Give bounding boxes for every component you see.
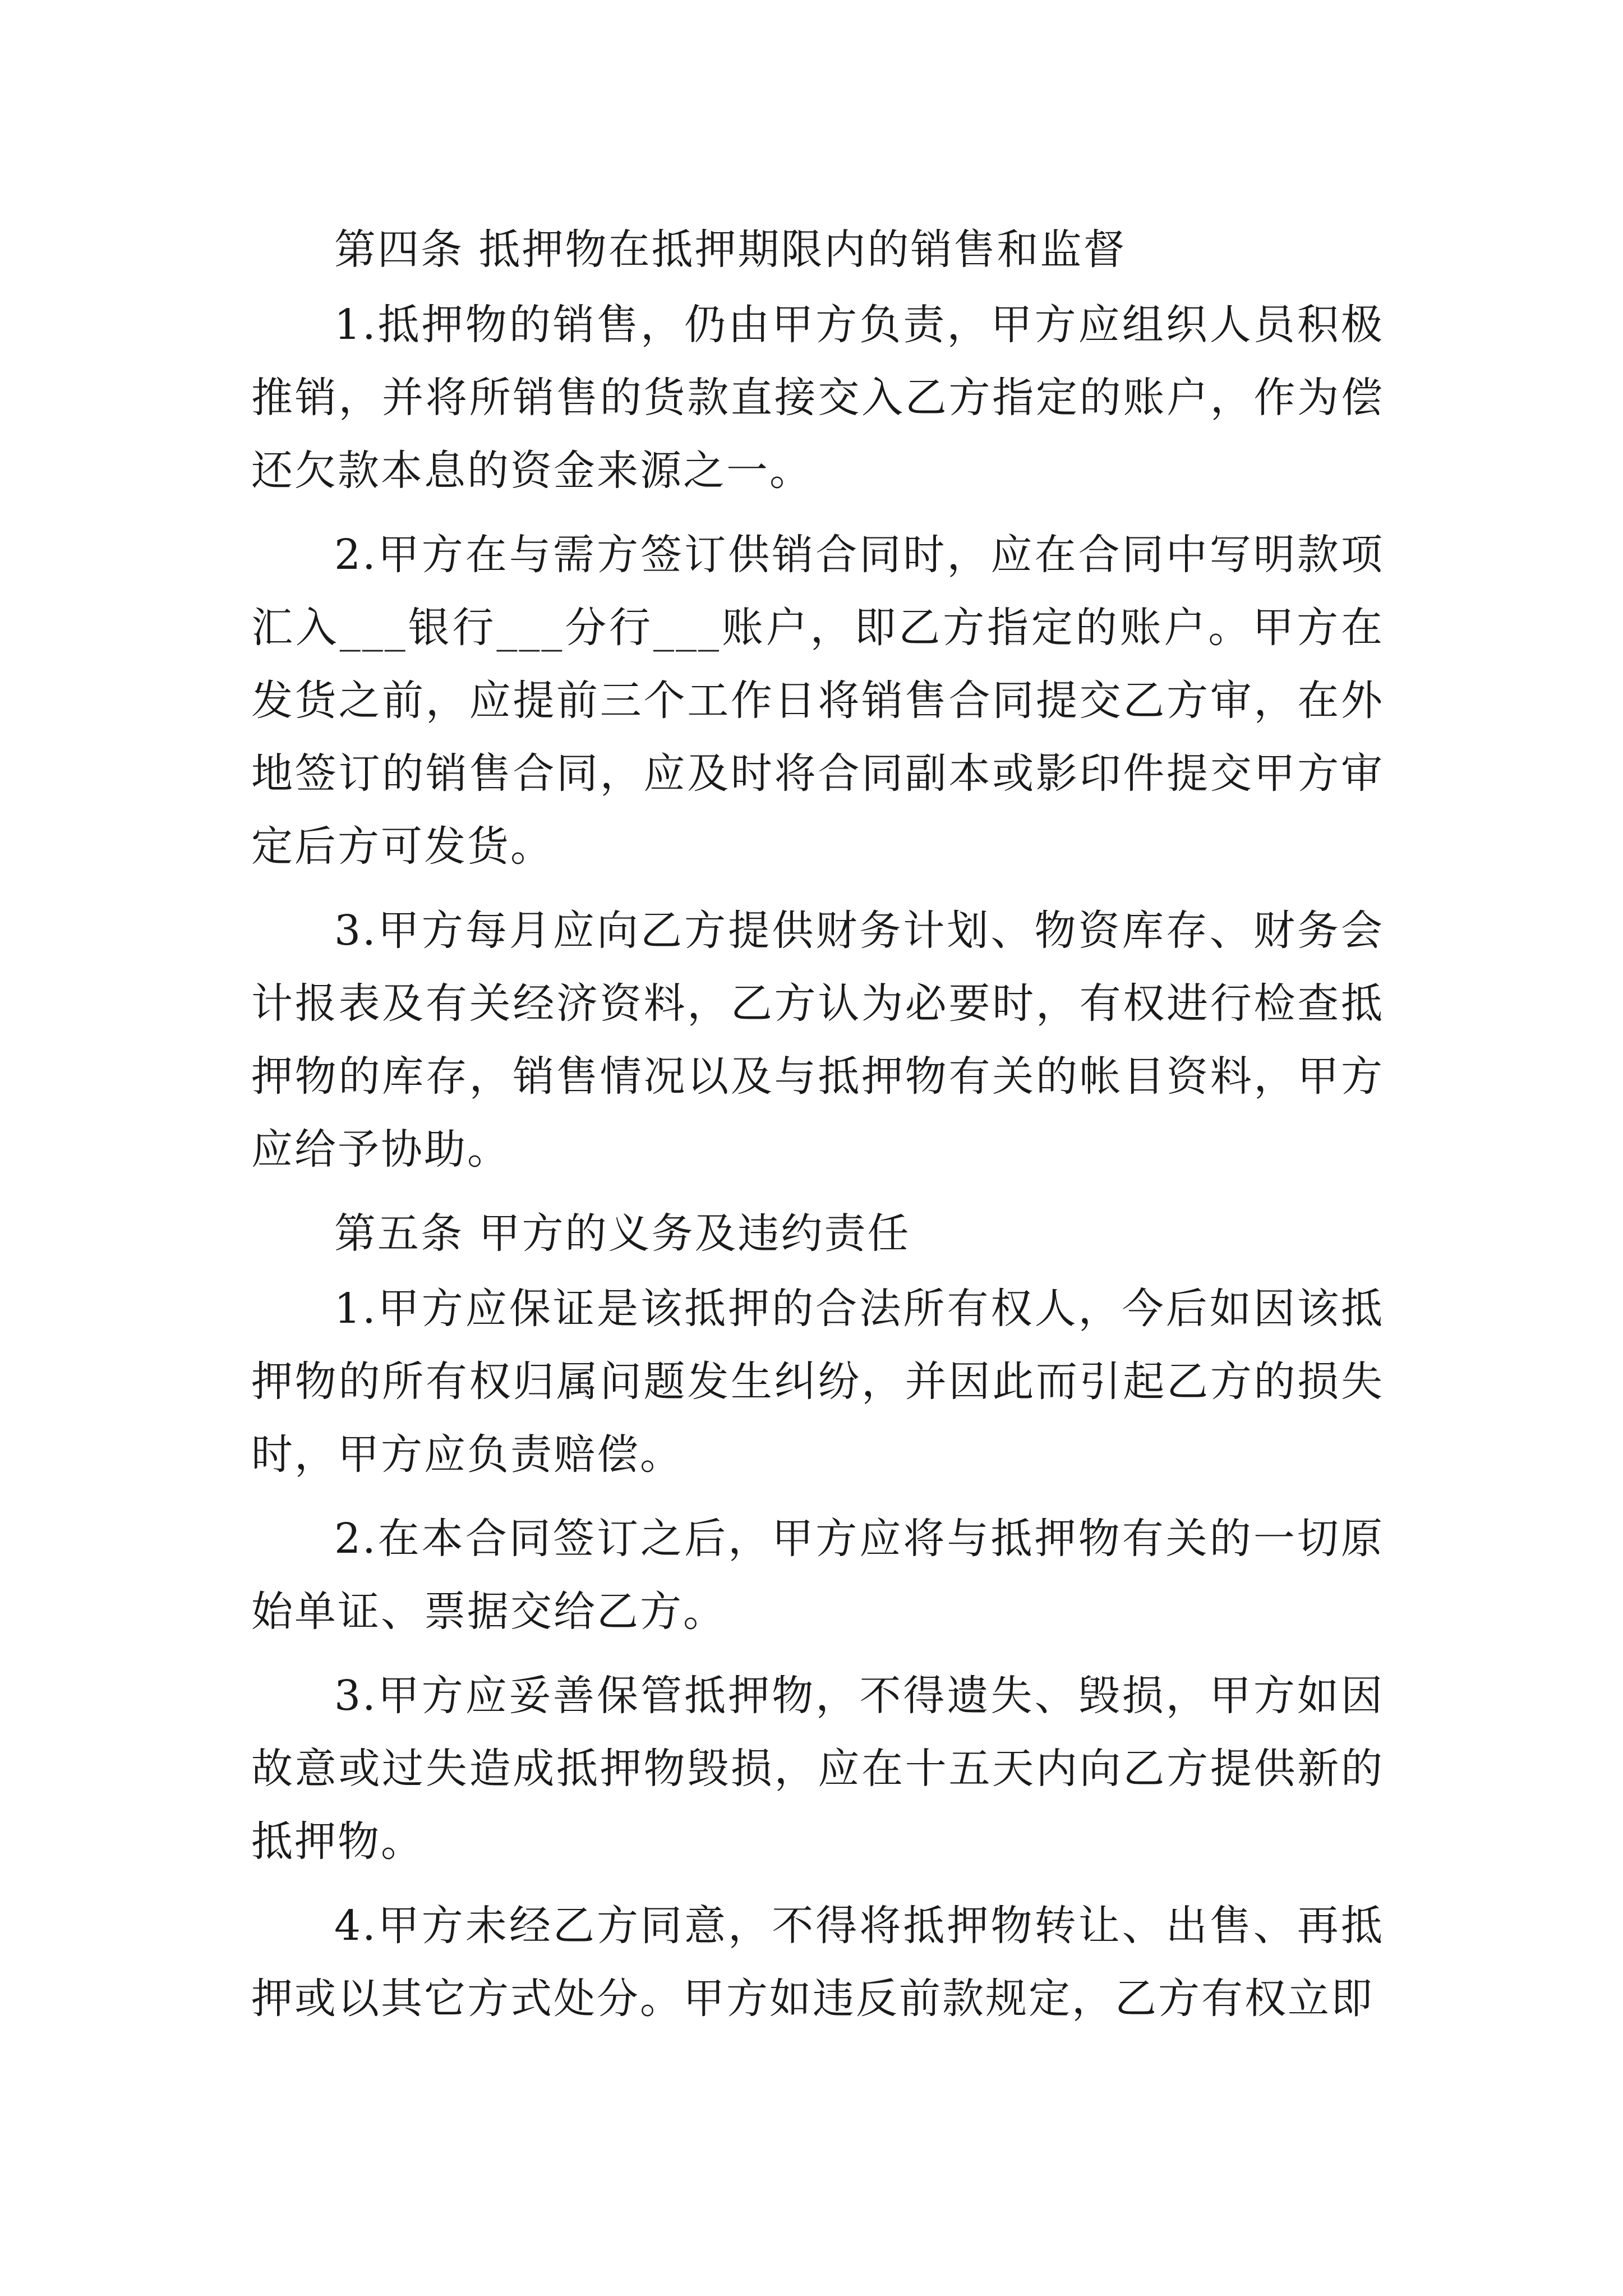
article-4-clause-2: 2.甲方在与需方签订供销合同时，应在合同中写明款项汇入___银行___分行___账户，即乙方指定的账户。甲方在发货之前，应提前三个工作日将销售合同提交乙方审，在外地签订的销售合同，应及时将合同副本或影印件提交甲方审定后方可发货。: [251, 531, 1384, 871]
article-5-clause-4: 4.甲方未经乙方同意，不得将抵押物转让、出售、再抵押或以其它方式处分。甲方如违反前款规定，乙方有权立即: [251, 1902, 1384, 2023]
article-5-clause-1: 1.甲方应保证是该抵押的合法所有权人，今后如因该抵押物的所有权归属问题发生纠纷，并因此而引起乙方的损失时，甲方应负责赔偿。: [251, 1285, 1384, 1479]
article-4-clause-3: 3.甲方每月应向乙方提供财务计划、物资库存、财务会计报表及有关经济资料，乙方认为必要时，有权进行检查抵押物的库存，销售情况以及与抵押物有关的帐目资料，甲方应给予协助。: [251, 907, 1384, 1174]
article-4-clause-1: 1.抵押物的销售，仍由甲方负责，甲方应组织人员积极推销，并将所销售的货款直接交入乙方指定的账户，作为偿还欠款本息的资金来源之一。: [251, 301, 1384, 495]
article-5-clause-3: 3.甲方应妥善保管抵押物，不得遗失、毁损，甲方如因故意或过失造成抵押物毁损，应在十五天内向乙方提供新的抵押物。: [251, 1672, 1384, 1866]
article-4-heading: 第四条 抵押物在抵押期限内的销售和监督: [334, 226, 1127, 274]
document-body: [251, 213, 1384, 2046]
article-5-heading: 第五条 甲方的义务及违约责任: [334, 1209, 911, 1258]
article-5-clause-2: 2.在本合同签订之后，甲方应将与抵押物有关的一切原始单证、票据交给乙方。: [251, 1515, 1384, 1636]
